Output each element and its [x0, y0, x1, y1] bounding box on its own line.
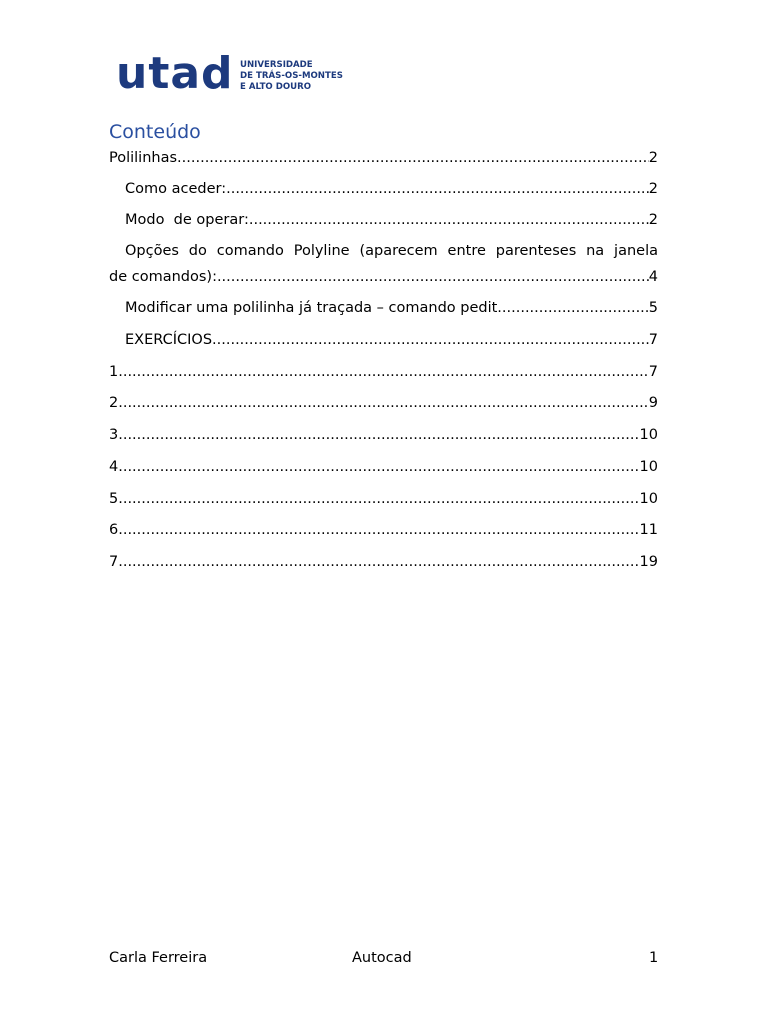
table-of-contents — [109, 148, 658, 572]
toc-entry[interactable]: Polilinhas ..... 2 — [109, 148, 658, 168]
logo-wordmark: utad — [116, 48, 234, 99]
toc-entry-continuation[interactable]: de comandos): ..... 4 — [109, 267, 658, 287]
toc-entry[interactable]: 4 ..... 10 — [109, 457, 658, 477]
toc-entry[interactable]: EXERCÍCIOS ..... 7 — [109, 330, 658, 350]
toc-entry[interactable]: 5 ..... 10 — [109, 489, 658, 509]
footer-page-number: 1 — [649, 950, 659, 966]
toc-heading: Conteúdo — [109, 121, 201, 143]
footer-author: Carla Ferreira — [109, 950, 208, 966]
toc-entry[interactable]: 1 ..... 7 — [109, 362, 658, 382]
logo-institution-name: UNIVERSIDADE DE TRÁS-OS-MONTES E ALTO DOURO — [240, 60, 343, 92]
toc-entry[interactable]: 7 ..... 19 — [109, 552, 658, 572]
toc-entry[interactable]: Como aceder: ..... 2 — [109, 179, 658, 199]
toc-entry[interactable]: 2 ..... 9 — [109, 393, 658, 413]
toc-entry[interactable]: 3 ..... 10 — [109, 425, 658, 445]
footer-subject: Autocad — [352, 950, 412, 966]
toc-entry[interactable]: Opções do comando Polyline (aparecem entre parenteses na janela — [125, 243, 658, 259]
toc-entry[interactable]: Modo de operar: ..... 2 — [109, 210, 658, 230]
toc-entry[interactable]: Modificar uma polilinha já traçada – comando pedit ..... 5 — [109, 298, 658, 318]
toc-entry[interactable]: 6 ..... 11 — [109, 520, 658, 540]
